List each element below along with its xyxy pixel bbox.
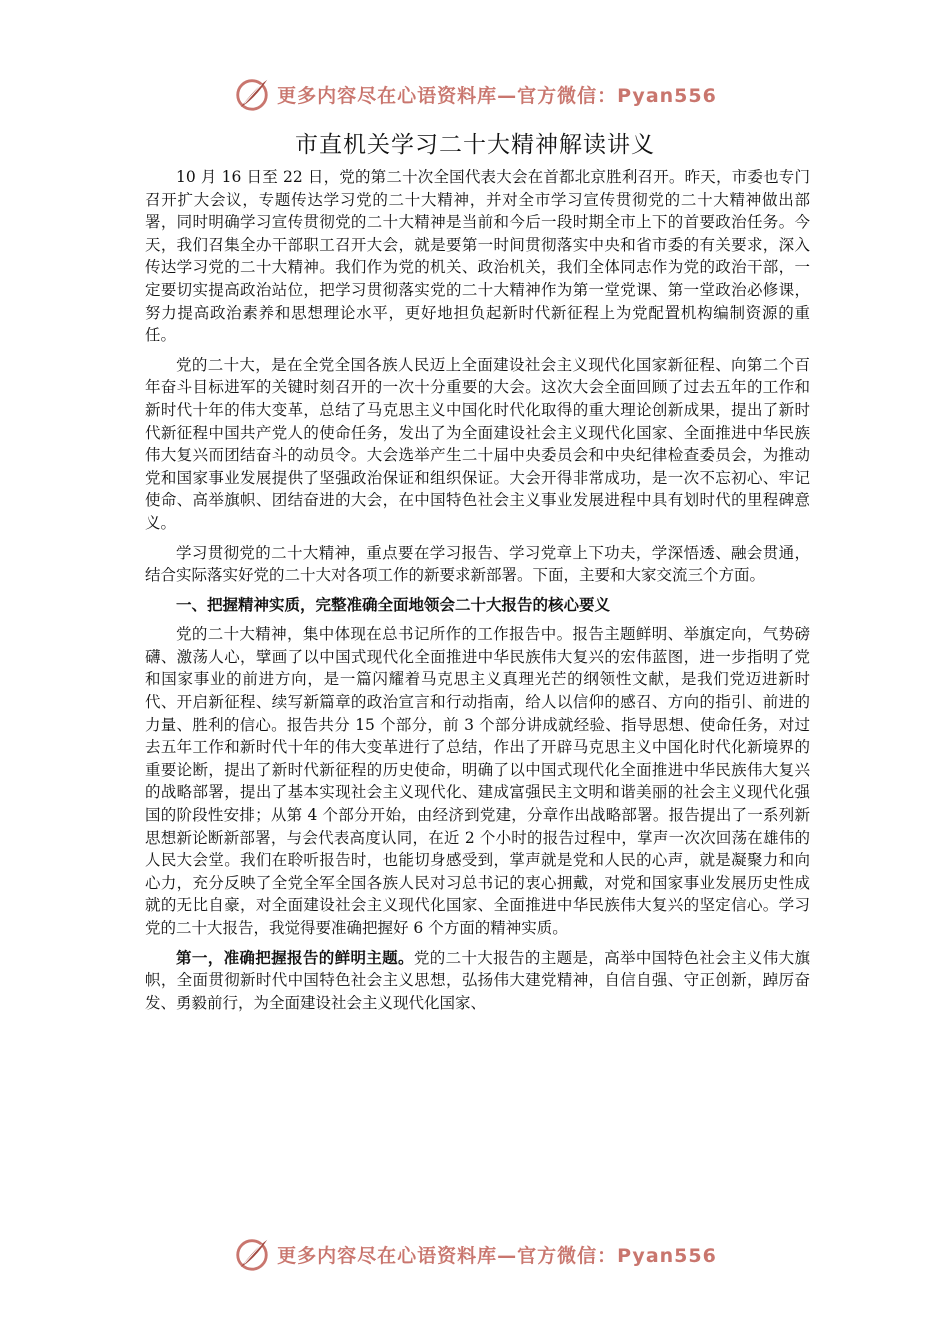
paragraph-5-lead: 第一，准确把握报告的鲜明主题。 [176,947,414,967]
banner-text: 更多内容尽在心语资料库—官方微信：Pyan556 [277,84,717,107]
paragraph-3: 学习贯彻党的二十大精神，重点要在学习报告、学习党章上下功夫，学深悟透、融会贯通，结合实际落实好党的二十大对各项工作的新要求新部署。下面，主要和大家交流三个方面。 [145,543,810,585]
paragraph-5-text: 党的二十大报告的主题是，高举中国特色社会主义伟大旗帜，全面贯彻新时代中国特色社会主义思想，弘扬伟大建党精神，自信自强、守正创新，踔厉奋发、勇毅前行，为全面建设社会主义现代化国家、 [145,948,810,1012]
paragraph-4: 党的二十大精神，集中体现在总书记所作的工作报告中。报告主题鲜明、举旗定向，气势磅礴、激荡人心，擘画了以中国式现代化全面推进中华民族伟大复兴的宏伟蓝图，进一步指明了党和国家事业的前进方向，是一篇闪耀着马克思主义真理光芒的纲领性文献，是我们党迈进新时代、开启新征程、续写新篇章的政治宣言和行动指南，给人以信仰的感召、方向的指引、前进的力量、胜利的信心。报告共分 15 个部分，前 3 个部分讲成就经验、指导思想、使命任务，对过去五年工作和新时代十年的伟大变革进行了总结，作出了开辟马克思主义中国化时代化新境界的重要论断，提出了新时代新征程的历史使命，明确了以中国式现代化全面推进中华民族伟大复兴的战略部署，提出了基本实现社会主义现代化、建成富强民主文明和谐美丽的社会主义现代化强国的阶段性安排；从第 4 个部分开始，由经济到党建，分章作出战略部署。报告提出了一系列新思想新论断新部署，与会代表高度认同，在近 2 个小时的报告过程中，掌声一次次回荡在雄伟的人民大会堂。我们在聆听报告时，也能切身感受到，掌声就是党和人民的心声，就是凝聚力和向心力，充分反映了全党全军全国各族人民对习总书记的衷心拥戴，对党和国家事业发展历史性成就的无比自豪，对全面建设社会主义现代化国家、全面推进中华民族伟大复兴的坚定信心。学习党的二十大报告，我觉得要准确把握好 6 个方面的精神实质。 [145,625,810,937]
footer-watermark-banner [0,1232,950,1276]
document-body [145,166,810,1021]
banner-text: 更多内容尽在心语资料库—官方微信：Pyan556 [277,1244,717,1267]
feather-circle-logo-icon [233,1235,271,1273]
document-title: 市直机关学习二十大精神解读讲义 [295,132,655,158]
section-heading-1: 一、把握精神实质，完整准确全面地领会二十大报告的核心要义 [176,594,611,614]
feather-circle-logo-icon [233,75,271,113]
paragraph-2: 党的二十大，是在全党全国各族人民迈上全面建设社会主义现代化国家新征程、向第二个百年奋斗目标进军的关键时刻召开的一次十分重要的大会。这次大会全面回顾了过去五年的工作和新时代十年的伟大变革，总结了马克思主义中国化时代化取得的重大理论创新成果，提出了新时代新征程中国共产党人的使命任务，发出了为全面建设社会主义现代化国家、全面推进中华民族伟大复兴而团结奋斗的动员令。大会选举产生二十届中央委员会和中央纪律检查委员会，为推动党和国家事业发展提供了坚强政治保证和组织保证。大会开得非常成功，是一次不忘初心、牢记使命、高举旗帜、团结奋进的大会，在中国特色社会主义事业发展进程中具有划时代的里程碑意义。 [145,355,810,532]
header-watermark-banner [0,72,950,116]
paragraph-5 [145,947,810,1015]
paragraph-1: 10 月 16 日至 22 日，党的第二十次全国代表大会在首都北京胜利召开。昨天，市委也专门召开扩大会议，专题传达学习党的二十大精神，并对全市学习宣传贯彻党的二十大精神做出部署，同时明确学习宣传贯彻党的二十大精神是当前和今后一段时期全市上下的首要政治任务。今天，我们召集全办干部职工召开大会，就是要第一时间贯彻落实中央和省市委的有关要求，深入传达学习党的二十大精神。我们作为党的机关、政治机关，我们全体同志作为党的政治干部，一定要切实提高政治站位，把学习贯彻落实党的二十大精神作为第一堂党课、第一堂政治必修课，努力提高政治素养和思想理论水平，更好地担负起新时代新征程上为党配置机构编制资源的重任。 [145,168,810,345]
